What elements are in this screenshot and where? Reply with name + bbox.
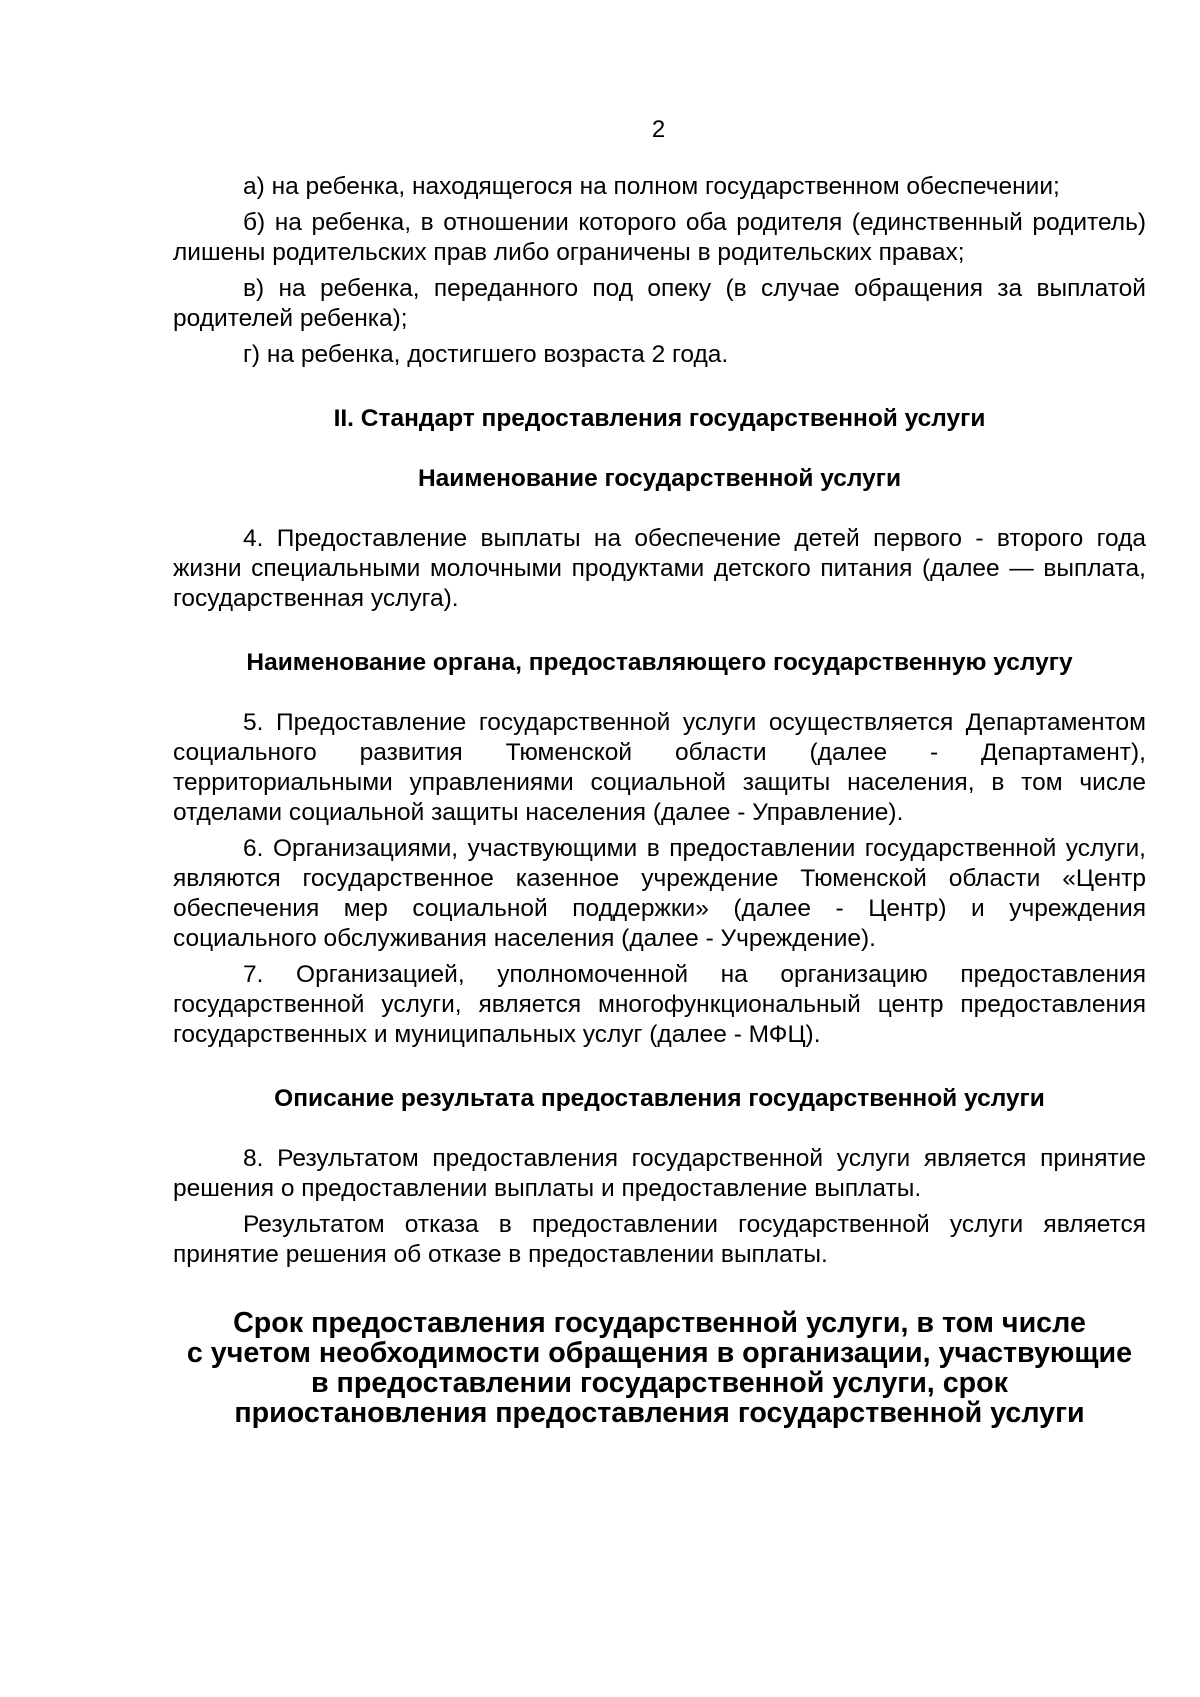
page-number: 2 xyxy=(651,116,666,143)
subsection-title-authority: Наименование органа, предоставляющего государственную услугу xyxy=(246,649,1073,676)
subsection-title-term xyxy=(173,1308,1146,1428)
subsection-title-term-line: приостановления предоставления государственной услуги xyxy=(234,1397,1085,1429)
paragraph-item-g: г) на ребенка, достигшего возраста 2 года. xyxy=(243,341,729,368)
subsection-title-service-name: Наименование государственной услуги xyxy=(417,465,902,492)
paragraph-4: 4. Предоставление выплаты на обеспечение детей первого - второго года жизни специальными молочными продуктами детского питания (далее — выплата, государственная услуга). xyxy=(173,525,1146,612)
document-body xyxy=(173,172,1146,1457)
paragraph-item-a: а) на ребенка, находящегося на полном государственном обеспечении; xyxy=(243,173,1060,200)
paragraph-5: 5. Предоставление государственной услуги осуществляется Департаментом социального развития Тюменской области (далее - Департамент), территориальными управлениями социальной защиты населения, в том числе отделами социальной защиты населения (далее - Управление). xyxy=(173,709,1146,826)
paragraph-item-v: в) на ребенка, переданного под опеку (в случае обращения за выплатой родителей ребенка); xyxy=(173,275,1146,332)
paragraph-item-b: б) на ребенка, в отношении которого оба родителя (единственный родитель) лишены родительских прав либо ограничены в родительских правах; xyxy=(173,209,1146,266)
subsection-title-result: Описание результата предоставления государственной услуги xyxy=(274,1085,1045,1112)
subsection-title-term-line: Срок предоставления государственной услуги, в том числе xyxy=(233,1307,1086,1339)
section-title: II. Стандарт предоставления государственной услуги xyxy=(333,405,986,432)
subsection-title-term-line: в предоставлении государственной услуги, срок xyxy=(310,1367,1009,1399)
subsection-title-term-line: с учетом необходимости обращения в организации, участвующие xyxy=(186,1337,1133,1369)
paragraph-8: 8. Результатом предоставления государственной услуги является принятие решения о предоставлении выплаты и предоставление выплаты. xyxy=(173,1145,1146,1202)
paragraph-8-refusal: Результатом отказа в предоставлении государственной услуги является принятие решения об отказе в предоставлении выплаты. xyxy=(173,1211,1146,1268)
paragraph-7: 7. Организацией, уполномоченной на организацию предоставления государственной услуги, является многофункциональный центр предоставления государственных и муниципальных услуг (далее - МФЦ). xyxy=(173,961,1146,1048)
paragraph-6: 6. Организациями, участвующими в предоставлении государственной услуги, являются государственное казенное учреждение Тюменской области «Центр обеспечения мер социальной поддержки» (далее - Центр) и учреждения социального обслуживания населения (далее - Учреждение). xyxy=(173,835,1146,952)
